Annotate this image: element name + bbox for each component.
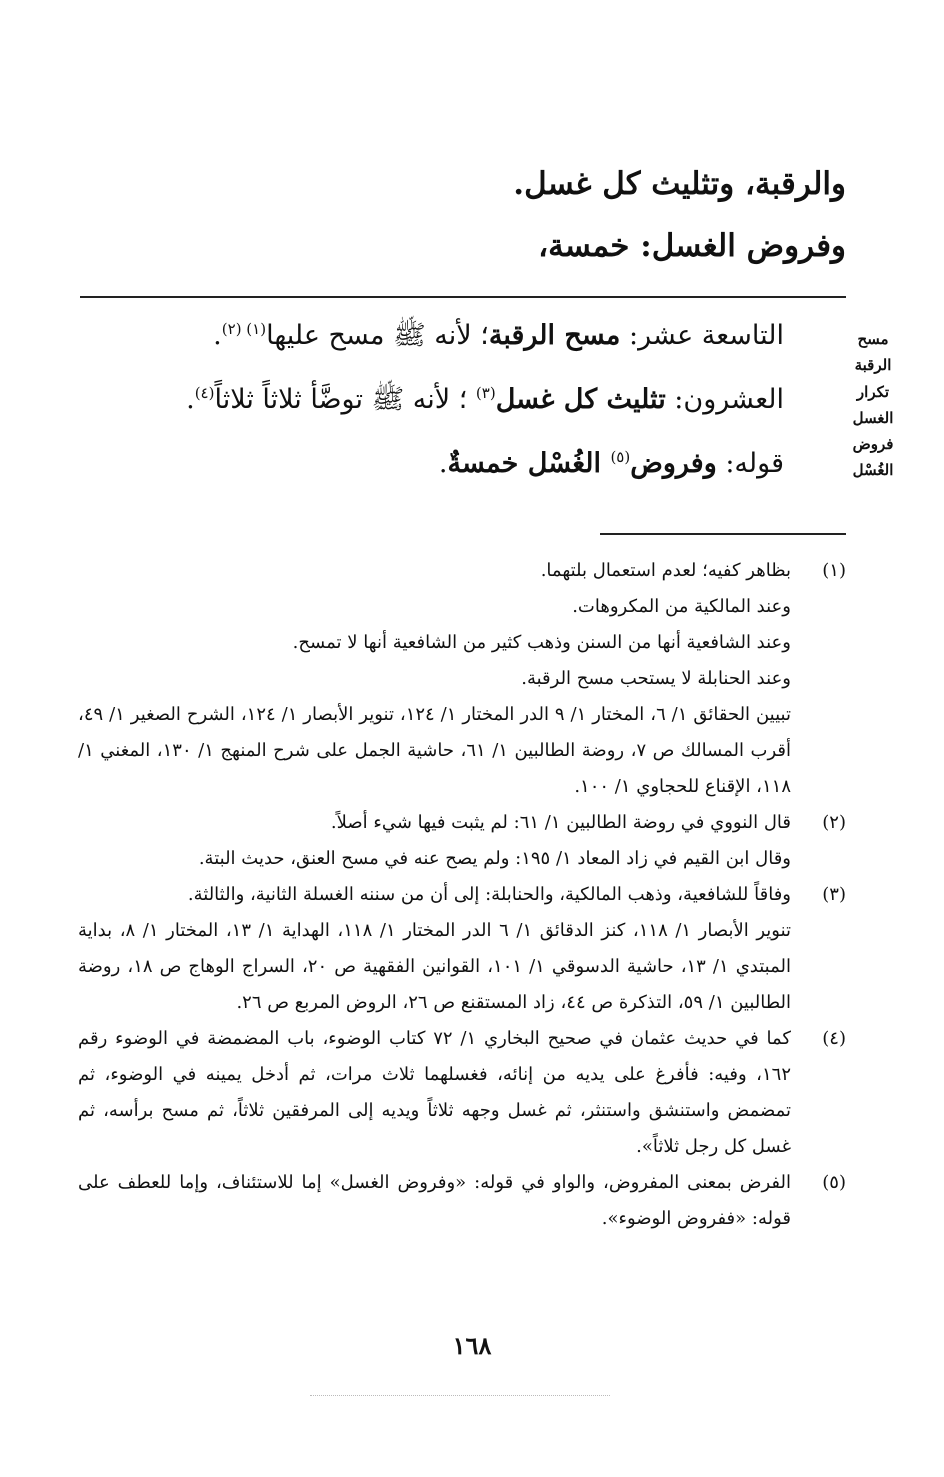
sharh-heading: وفروض xyxy=(630,448,717,479)
sharh-line-qawluhu xyxy=(164,448,784,480)
sharh-text: ؛ لأنه ﷺ مسح عليها xyxy=(266,320,489,351)
matn-separator-rule xyxy=(80,296,846,298)
footnote-line: تنوير الأبصار ١/ ١١٨، كنز الدقائق ١/ ٦ الدر المختار ١/ ١١٨، الهداية ١/ ١٣، المختار ١/ ٨، بداية المبتدي ١/ ١٣، حاشية الدسوقي ١/ ١٠١، القوانين الفقهية ص ٢٠، السراج الوهاج ص ١٨، روضة الطالبين ١/ ٥٩، التذكرة ص ٤٤، زاد المستقنع ص ٢٦، الروض المربع ص ٢٦. xyxy=(78,920,792,1013)
footnote-number: (٥) xyxy=(822,1172,846,1193)
footnote-line: تبيين الحقائق ١/ ٦، المختار ١/ ٩ الدر المختار ١/ ١٢٤، تنوير الأبصار ١/ ١٢٤، الشرح الصغير ١/ ٤٩، أقرب المسالك ص ٧، روضة الطالبين ١/ ٦١، حاشية الجمل على شرح المنهج ١/ ١٣٠، المغني ١/ ١١٨، الإقناع للحجاوي ١/ ١٠٠. xyxy=(78,704,792,797)
footnote-ref[interactable]: (٤) xyxy=(194,384,215,402)
footnote-number: (٤) xyxy=(822,1028,846,1049)
sharh-text: التاسعة عشر: xyxy=(620,320,784,351)
footnote-line: وقال ابن القيم في زاد المعاد ١/ ١٩٥: ولم يصح عنه في مسح العنق، حديث البتة. xyxy=(198,848,791,869)
footnote-line: وعند الشافعية أنها من السنن وذهب كثير من الشافعية أنها لا تمسح. xyxy=(292,632,791,653)
footnote-ref[interactable]: (٥) xyxy=(610,448,631,466)
footnote-ref[interactable]: (١) (٢) xyxy=(221,320,267,338)
sharh-text: . xyxy=(438,448,448,479)
footnote-separator-rule xyxy=(600,533,846,535)
margin-note: الغُسْل xyxy=(852,461,894,480)
margin-note: الغسل xyxy=(852,408,894,427)
footnote-number: (٣) xyxy=(822,884,846,905)
footnote-number: (١) xyxy=(822,560,846,581)
footnote xyxy=(78,1021,846,1165)
matn-line-2: وفروض الغسل: خمسة، xyxy=(538,228,846,264)
footnote-ref[interactable]: (٣) xyxy=(475,384,496,402)
footnote-line: الفرض بمعنى المفروض، والواو في قوله: «وفروض الغسل» إما للاستئناف، وإما للعطف على قوله: «ففروض الوضوء». xyxy=(78,1172,791,1229)
sharh-text: قوله: xyxy=(716,448,784,479)
footnote-line: بظاهر كفيه؛ لعدم استعمال بلتهما. xyxy=(540,560,791,581)
page-number: ١٦٨ xyxy=(452,1331,492,1360)
sharh-text: العشرون: xyxy=(665,384,784,415)
sharh-text: . xyxy=(213,320,222,351)
margin-note: تكرار xyxy=(856,382,890,401)
footnote-line: وعند المالكية من المكروهات. xyxy=(572,596,791,617)
footnote-line: كما في حديث عثمان في صحيح البخاري ١/ ٧٢ كتاب الوضوء، باب المضمضة في الوضوء رقم ١٦٢، وفيه: فأفرغ على يديه من إنائه، فغسلهما ثلاث مرات، ثم أدخل يمينه في الوضوء، ثم تمضمض واستنشق واستنثر، ثم غسل وجهه ثلاثاً ويديه إلى المرفقين ثلاثاً، ثم مسح برأسه، ثم غسل كل رجل ثلاثاً». xyxy=(78,1028,791,1157)
margin-note: مسح xyxy=(857,330,889,348)
footnotes xyxy=(78,553,846,1237)
sharh-heading: تثليث كل غسل xyxy=(495,384,666,415)
footnote-line: وفاقاً للشافعية، وذهب المالكية، والحنابلة: إلى أن من سننه الغسلة الثانية، والثالثة. xyxy=(187,884,791,905)
footnote-line: قال النووي في روضة الطالبين ١/ ٦١: لم يثبت فيها شيء أصلاً. xyxy=(330,812,791,833)
matn-line-1: والرقبة، وتثليث كل غسل. xyxy=(513,166,846,202)
sharh-line-20 xyxy=(164,384,784,416)
margin-notes xyxy=(838,326,908,484)
footnote xyxy=(78,877,846,1021)
footnote xyxy=(78,553,846,805)
footnote-number: (٢) xyxy=(822,812,846,833)
scan-edge-mark xyxy=(310,1395,610,1396)
sharh-heading: مسح الرقبة xyxy=(488,320,621,351)
sharh-heading: الغُسْل خمسةٌ xyxy=(447,448,611,479)
footnote xyxy=(78,805,846,877)
sharh-line-19 xyxy=(164,320,784,352)
sharh-text: ؛ لأنه ﷺ توضَّأ ثلاثاً ثلاثاً xyxy=(214,384,476,415)
margin-note: فروض xyxy=(852,435,894,453)
footnote-line: وعند الحنابلة لا يستحب مسح الرقبة. xyxy=(521,668,791,689)
margin-note: الرقبة xyxy=(854,356,892,375)
sharh-text: . xyxy=(186,384,195,415)
footnote xyxy=(78,1165,846,1237)
